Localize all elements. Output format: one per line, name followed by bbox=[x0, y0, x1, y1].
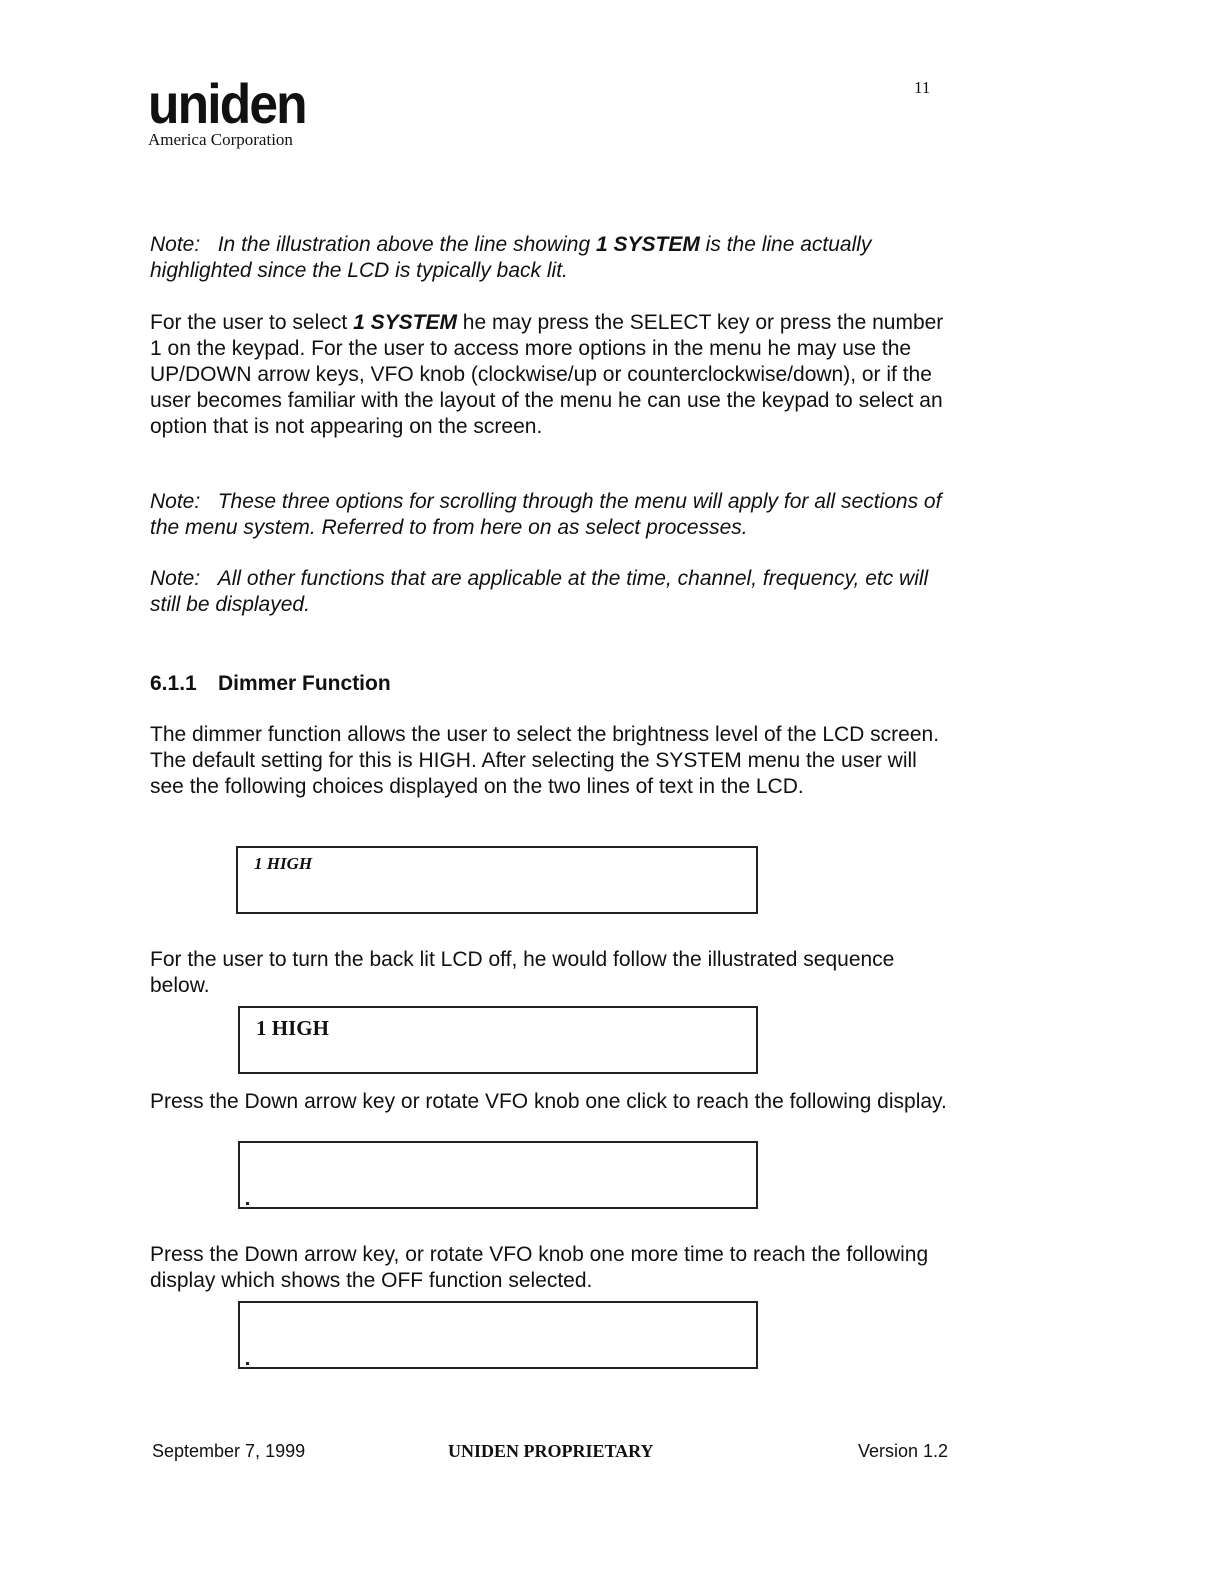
lcd-cursor-dot bbox=[246, 1362, 249, 1365]
section-heading bbox=[150, 671, 391, 697]
section-title: Dimmer Function bbox=[218, 672, 391, 695]
lcd-display-3 bbox=[238, 1141, 758, 1209]
lcd-line-1: 1 HIGH bbox=[256, 1016, 329, 1040]
page-number: 11 bbox=[914, 78, 931, 97]
press-down-paragraph-1: Press the Down arrow key or rotate VFO knob one click to reach the following display. bbox=[150, 1090, 947, 1113]
logo-subtitle: America Corporation bbox=[148, 130, 293, 149]
press-down-paragraph-2: Press the Down arrow key, or rotate VFO knob one more time to reach the following display which shows the OFF function selected. bbox=[150, 1243, 929, 1292]
paragraph-strong-text: 1 SYSTEM bbox=[353, 311, 457, 334]
section-number: 6.1.1 bbox=[150, 672, 197, 695]
lcd-display-2 bbox=[238, 1006, 758, 1074]
note-strong-text: 1 SYSTEM bbox=[595, 233, 700, 256]
uniden-logo bbox=[148, 72, 318, 150]
note-prefix: Note: bbox=[150, 490, 201, 513]
lcd-display-4 bbox=[238, 1301, 758, 1369]
lcd-cursor-dot bbox=[246, 1202, 249, 1205]
lcd-display-1 bbox=[236, 846, 758, 914]
footer-date: September 7, 1999 bbox=[152, 1441, 306, 1461]
note-other-functions bbox=[150, 566, 950, 618]
note-prefix: Note: bbox=[150, 233, 201, 256]
footer-proprietary: UNIDEN PROPRIETARY bbox=[448, 1441, 654, 1461]
note-text-end: is the line actually highlighted since the LCD is typically back lit. bbox=[150, 233, 872, 282]
select-system-paragraph bbox=[150, 310, 950, 440]
logo-wordmark: uniden bbox=[148, 72, 306, 135]
note-text: These three options for scrolling through the menu will apply for all sections of the menu system. Referred to from here on as select processes. bbox=[150, 490, 942, 539]
footer-version: Version 1.2 bbox=[858, 1441, 949, 1461]
note-text: All other functions that are applicable at the time, channel, frequency, etc will still be displayed. bbox=[150, 567, 929, 616]
turn-off-paragraph: For the user to turn the back lit LCD off, he would follow the illustrated sequence below. bbox=[150, 948, 895, 997]
lcd-line-1: 1 HIGH bbox=[254, 854, 313, 873]
paragraph-text-end: he may press the SELECT key or press the number 1 on the keypad. For the user to access more options in the menu he may use the UP/DOWN arrow keys, VFO knob (clockwise/up or counterclockwise/down), or if the user becomes familiar with the layout of the menu he can use the keypad to select an option that is not appearing on the screen. bbox=[150, 311, 944, 438]
note-text: In the illustration above the line showing bbox=[217, 233, 596, 256]
note-scrolling-options bbox=[150, 489, 950, 541]
note-highlighted-line bbox=[150, 232, 950, 284]
paragraph-text: For the user to select bbox=[150, 311, 354, 334]
note-prefix: Note: bbox=[150, 567, 201, 590]
dimmer-intro-paragraph: The dimmer function allows the user to select the brightness level of the LCD screen. The default setting for this is HIGH. After selecting the SYSTEM menu the user will see the following choices displayed on the two lines of text in the LCD. bbox=[150, 723, 940, 798]
